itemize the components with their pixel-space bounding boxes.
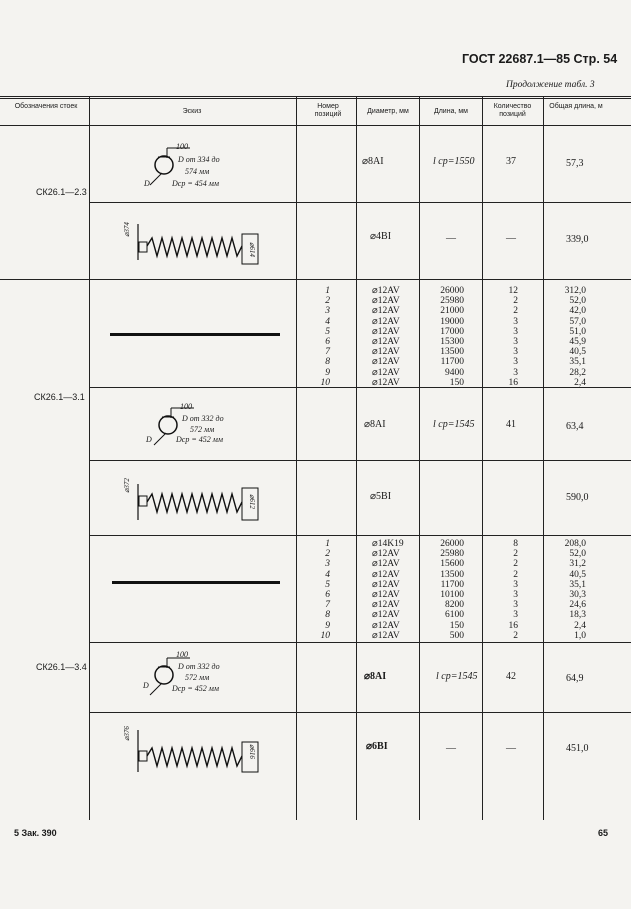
positions-list: 1 2 3 4 5 6 7 8 9 10 [320, 286, 330, 388]
col-header-designation: Обозначения стоек [14, 103, 78, 110]
footer-order: 5 Зак. 390 [14, 828, 57, 838]
diameter-cell: ⌀8AI [362, 156, 384, 167]
length-cell: l ср=1550 [433, 156, 475, 167]
qty-cell: 42 [506, 671, 516, 682]
lengths-list: 26000 25980 21000 19000 17000 15300 13500 11700 9400 150 [440, 286, 464, 388]
gost-header: ГОСТ 22687.1—85 Стр. 54 [462, 52, 618, 66]
diameter-cell: ⌀6BI [366, 741, 388, 752]
col-header-position: Номер позиций [314, 103, 342, 118]
length-cell: — [446, 233, 456, 244]
col-header-quantity: Количество позиций [493, 103, 532, 118]
totals-list: 208,0 52,0 31,2 40,5 35,1 30,3 24,6 18,3 2,4 1,0 [564, 539, 586, 641]
length-cell: l ср=1545 [433, 419, 475, 430]
qty-cell: — [506, 233, 516, 244]
qty-cell: — [506, 743, 516, 754]
diameter-cell: ⌀8AI [364, 671, 387, 682]
totals-list: 312,0 52,0 42,0 57,0 51,0 45,9 40,5 35,1 28,2 2,4 [564, 286, 586, 388]
table-continuation: Продолжение табл. 3 [506, 80, 595, 90]
total-cell: 57,3 [566, 158, 584, 169]
qty-cell: 41 [506, 419, 516, 430]
designation-group-3: СК26.1—3.4 [36, 662, 87, 672]
col-header-diameter: Диаметр, мм [367, 108, 409, 115]
col-header-length: Длина, мм [433, 108, 468, 115]
qty-cell: 37 [506, 156, 516, 167]
total-cell: 63,4 [566, 421, 584, 432]
diameters-list: ⌀14K19 ⌀12AV ⌀12AV ⌀12AV ⌀12AV ⌀12AV ⌀12AV ⌀12AV ⌀12AV ⌀12AV [372, 539, 404, 641]
straight-bar-sketch [112, 581, 280, 584]
designation-group-1: СК26.1—2.3 [36, 187, 87, 197]
lengths-list: 26000 25980 15600 13500 11700 10100 8200 6100 150 500 [440, 539, 464, 641]
diameter-cell: ⌀5BI [370, 491, 392, 502]
length-cell: — [446, 743, 456, 754]
qtys-list: 12 2 2 3 3 3 3 3 3 16 [508, 286, 518, 388]
length-cell: l ср=1545 [436, 671, 478, 682]
straight-bar-sketch [110, 333, 280, 336]
diameter-cell: ⌀4BI [370, 231, 392, 242]
total-cell: 64,9 [566, 673, 584, 684]
total-cell: 451,0 [566, 743, 589, 754]
diameters-list: ⌀12AV ⌀12AV ⌀12AV ⌀12AV ⌀12AV ⌀12AV ⌀12AV ⌀12AV ⌀12AV ⌀12AV [372, 286, 400, 388]
col-header-sketch: Эскиз [182, 108, 202, 115]
positions-list: 1 2 3 4 5 6 7 8 9 10 [320, 539, 330, 641]
total-cell: 590,0 [566, 492, 589, 503]
designation-group-2: СК26.1—3.1 [34, 392, 85, 402]
col-header-total: Общая длина, м [549, 103, 603, 110]
qtys-list: 8 2 2 2 3 3 3 3 16 2 [508, 539, 518, 641]
diameter-cell: ⌀8AI [364, 419, 386, 430]
total-cell: 339,0 [566, 234, 589, 245]
page-number: 65 [598, 828, 609, 838]
